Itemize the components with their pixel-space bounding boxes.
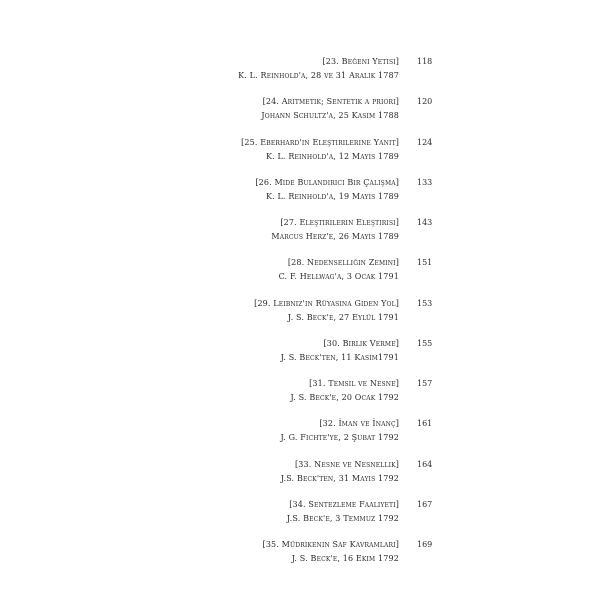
entry-page-number: 143: [417, 218, 433, 227]
entry-page-number: 157: [417, 379, 433, 388]
toc-entry: [0, 378, 600, 418]
entry-page-number: 151: [417, 258, 433, 268]
entry-page-number: 155: [417, 338, 433, 348]
entry-subtitle: J. G. Fichte'ye, 2 Şubat 1792: [280, 433, 399, 443]
entry-page-number: 120: [417, 97, 433, 107]
entry-title: [35. Müdrikenin Saf Kavramları]: [262, 540, 399, 549]
entry-page-number: 133: [417, 177, 433, 187]
entry-subtitle: Marcus Herz'e, 26 Mayıs 1789: [271, 232, 399, 241]
toc-entry: [0, 338, 600, 378]
entry-title: [34. Sentezleme Faaliyeti]: [289, 499, 399, 509]
toc-entry: [0, 257, 600, 297]
entry-page-number: 124: [417, 137, 433, 147]
entry-title: [30. Birlik Verme]: [323, 338, 399, 348]
entry-subtitle: C. F. Hellwag'a, 3 Ocak 1791: [278, 272, 399, 282]
toc-entry: [0, 499, 600, 539]
toc-entry: [0, 459, 600, 499]
toc-entry: [0, 298, 600, 338]
entry-title: [32. İman ve İnanç]: [319, 419, 399, 429]
entry-title: [27. Eleştirilerin Eleştirisi]: [280, 218, 399, 227]
entry-title: [25. Eberhard'ın Eleştirilerine Yanıt]: [241, 137, 399, 147]
entry-page-number: 167: [417, 499, 433, 509]
entry-subtitle: J. S. Beck'e, 16 Ekim 1792: [291, 554, 399, 563]
entry-subtitle: K. L. Reinhold'a, 28 ve 31 Aralık 1787: [238, 71, 399, 80]
entry-subtitle: J.S. Beck'ten, 31 Mayıs 1792: [280, 473, 399, 483]
entry-subtitle: J. S. Beck'e, 20 Ocak 1792: [290, 393, 399, 402]
toc-entry: [0, 96, 600, 136]
entry-title: [23. Beğeni Yetisi]: [322, 57, 399, 66]
entry-subtitle: J. S. Beck'ten, 11 Kasım1791: [280, 352, 399, 362]
table-of-contents: [0, 56, 600, 579]
entry-subtitle: J.S. Beck'e, 3 Temmuz 1792: [286, 513, 399, 523]
entry-page-number: 161: [417, 419, 433, 429]
toc-entry: [0, 539, 600, 579]
entry-title: [29. Leibniz'in Rüyasına Giden Yol]: [254, 298, 399, 308]
toc-entry: [0, 418, 600, 458]
toc-entry: [0, 177, 600, 217]
entry-title: [26. Mide Bulandırıcı Bir Çalışma]: [255, 177, 399, 187]
entry-title: [24. Aritmetik; Sentetik a priori]: [262, 97, 399, 107]
entry-page-number: 153: [417, 298, 433, 308]
entry-page-number: 164: [417, 459, 433, 469]
entry-subtitle: K. L. Reinhold'a, 12 Mayıs 1789: [265, 151, 399, 161]
toc-entry: [0, 217, 600, 257]
toc-entry: [0, 56, 600, 96]
entry-subtitle: J. S. Beck'e, 27 Eylül 1791: [287, 312, 399, 322]
entry-title: [31. Temsil ve Nesne]: [309, 379, 399, 388]
toc-entry: [0, 137, 600, 177]
entry-title: [33. Nesne ve Nesnellik]: [295, 459, 399, 469]
entry-page-number: 118: [417, 57, 433, 66]
entry-title: [28. Nedenselliğin Zemini]: [287, 258, 399, 268]
entry-page-number: 169: [417, 540, 433, 549]
entry-subtitle: Johann Schultz'a, 25 Kasım 1788: [261, 111, 399, 121]
entry-subtitle: K. L. Reinhold'a, 19 Mayıs 1789: [265, 191, 399, 201]
